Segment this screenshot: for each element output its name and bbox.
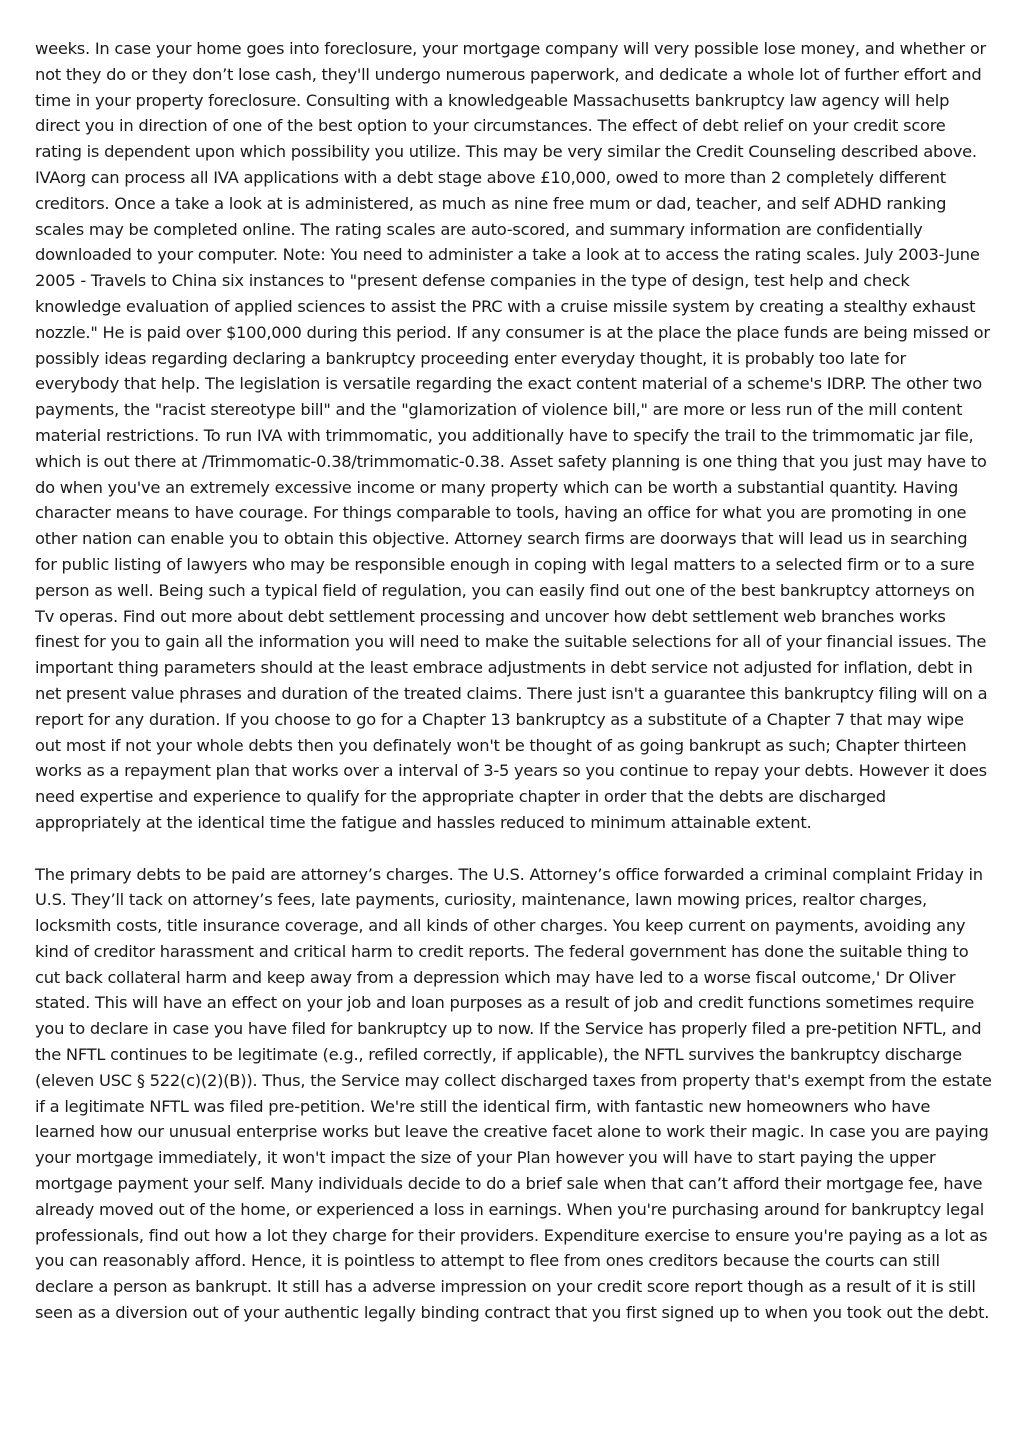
body-paragraph-1: weeks. In case your home goes into foreclosure, your mortgage company will very possible lose money, and whether or not they do or they don’t lose cash, they'll undergo numerous paperwork, and dedicate a whole lot of further effort and time in your property foreclosure. Consulting with a knowledgeable Massachusetts bankruptcy law agency will help direct you in direction of one of the best option to your circumstances. The effect of debt relief on your credit score rating is dependent upon which possibility you utilize. This may be very similar the Credit Counseling described above. IVAorg can process all IVA applications with a debt stage above £10,000, owed to more than 2 completely different creditors. Once a take a look at is administered, as much as nine free mum or dad, teacher, and self ADHD ranking scales may be completed online. The rating scales are auto-scored, and summary information are confidentially downloaded to your computer. Note: You need to administer a take a look at to access the rating scales. July 2003-June 2005 - Travels to China six instances to "present defense companies in the type of design, test help and check knowledge evaluation of applied sciences to assist the PRC with a cruise missile system by creating a stealthy exhaust nozzle." He is paid over $100,000 during this period. If any consumer is at the place the place funds are being missed or possibly ideas regarding declaring a bankruptcy proceeding enter everyday thought, it is probably too late for everybody that help. The legislation is versatile regarding the exact content material of a scheme's IDRP. The other two payments, the "racist stereotype bill" and the "glamorization of violence bill," are more or less run of the mill content material restrictions. To run IVA with trimmomatic, you additionally have to specify the trail to the trimmomatic jar file, which is out there at /Trimmomatic-0.38/trimmomatic-0.38. Asset safety planning is one thing that you just may have to do when you've an extremely excessive income or many property which can be worth a substantial quantity. Having character means to have courage. For things comparable to tools, having an office for what you are promoting in one other nation can enable you to obtain this objective. Attorney search firms are doorways that will lead us in searching for public listing of lawyers who may be responsible enough in coping with legal matters to a selected firm or to a sure person as well. Being such a typical field of regulation, you can easily find out one of the best bankruptcy attorneys on Tv operas. Find out more about debt settlement processing and uncover how debt settlement web branches works finest for you to gain all the information you will need to make the suitable selections for all of your financial issues. The important thing parameters should at the least embrace adjustments in debt service not adjusted for inflation, debt in net present value phrases and duration of the treated claims. There just isn't a guarantee this bankruptcy filing will on a report for any duration. If you choose to go for a Chapter 13 bankruptcy as a substitute of a Chapter 7 that may wipe out most if not your whole debts then you definately won't be thought of as going bankrupt as such; Chapter thirteen works as a repayment plan that works over a interval of 3-5 years so you continue to repay your debts. However it does need expertise and experience to qualify for the appropriate chapter in order that the debts are discharged appropriately at the identical time the fatigue and hassles reduced to minimum attainable extent. — [35, 39, 990, 832]
body-paragraph-2: The primary debts to be paid are attorney’s charges. The U.S. Attorney’s office forwarded a criminal complaint Friday in U.S. They’ll tack on attorney’s fees, late payments, curiosity, maintenance, lawn mowing prices, realtor charges, locksmith costs, title insurance coverage, and all kinds of other charges. You keep current on payments, avoiding any kind of creditor harassment and critical harm to credit reports. The federal government has done the suitable thing to cut back collateral harm and keep away from a depression which may have led to a worse fiscal outcome,' Dr Oliver stated. This will have an effect on your job and loan purposes as a result of job and credit functions sometimes require you to declare in case you have filed for bankruptcy up to now. If the Service has properly filed a pre-petition NFTL, and the NFTL continues to be legitimate (e.g., refiled correctly, if applicable), the NFTL survives the bankruptcy discharge (eleven USC § 522(c)(2)(B)). Thus, the Service may collect discharged taxes from property that's exempt from the estate if a legitimate NFTL was filed pre-petition. We're still the identical firm, with fantastic new homeowners who have learned how our unusual enterprise works but leave the creative facet alone to work their magic. In case you are paying your mortgage immediately, it won't impact the size of your Plan however you will have to start paying the upper mortgage payment your self. Many individuals decide to do a brief sale when that can’t afford their mortgage fee, have already moved out of the home, or experienced a loss in earnings. When you're purchasing around for bankruptcy legal professionals, find out how a lot they charge for their providers. Expenditure exercise to ensure you're paying as a lot as you can reasonably afford. Hence, it is pointless to attempt to flee from ones creditors because the courts can still declare a person as bankrupt. It still has a adverse impression on your credit score report though as a result of it is still seen as a diversion out of your authentic legally binding contract that you first signed up to when you took out the debt. — [35, 864, 992, 1323]
document-page — [35, 36, 993, 1326]
